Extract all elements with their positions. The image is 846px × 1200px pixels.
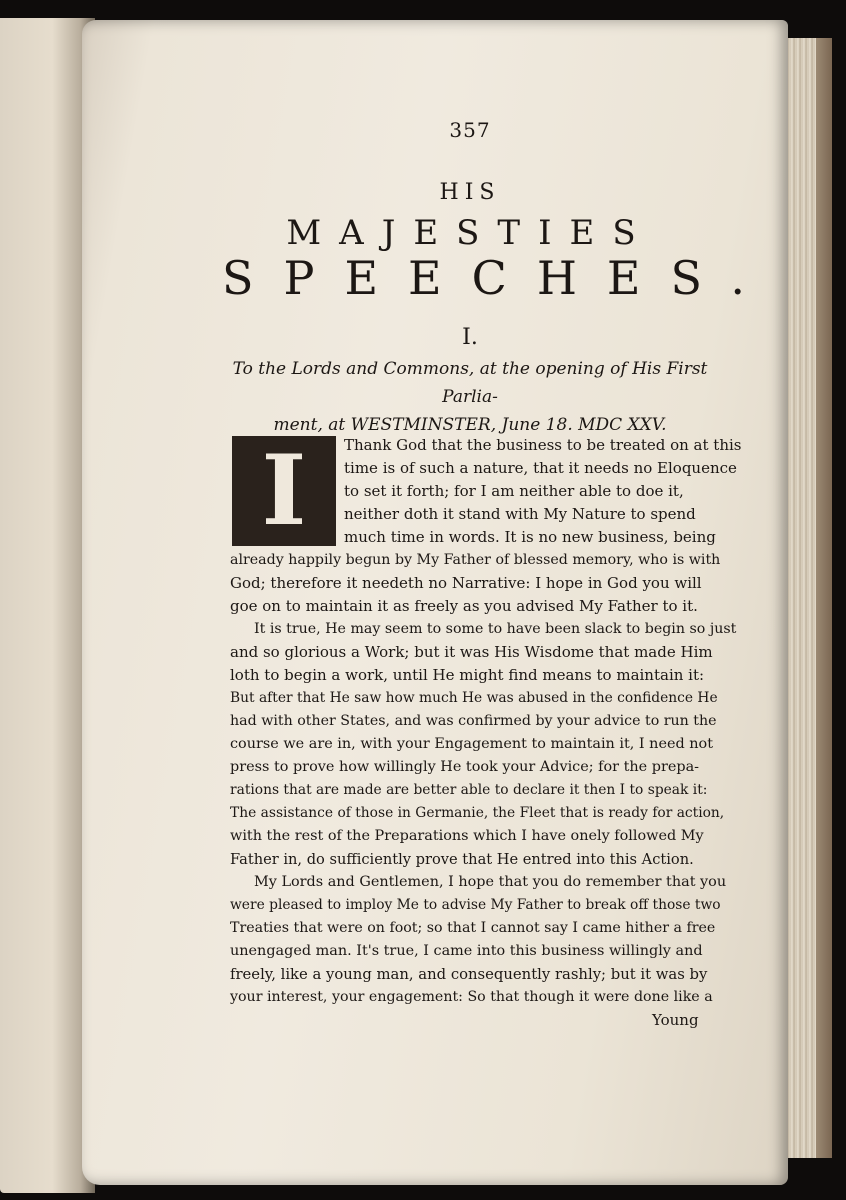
body-line: much time in words. It is no new business, being (344, 528, 716, 546)
body-line: freely, like a young man, and consequently rashly; but it was by (230, 966, 708, 983)
body-line: neither doth it stand with My Nature to spend (344, 505, 696, 523)
body-line: and so glorious a Work; but it was His Wisdome that made Him (230, 643, 713, 661)
body-line: already happily begun by My Father of blessed memory, who is with (230, 552, 721, 568)
facing-left-page (0, 18, 95, 1193)
body-line: God; therefore it needeth no Narrative: I hope in God you will (230, 574, 702, 592)
body-line: press to prove how willingly He took your Advice; for the prepa- (230, 759, 700, 775)
body-line: loth to begin a work, until He might find means to maintain it: (230, 666, 705, 684)
body-line: But after that He saw how much He was abused in the confidence He (230, 690, 718, 706)
decorated-initial-letter: I (261, 434, 307, 547)
body-line: My Lords and Gentlemen, I hope that you do remember that you (254, 874, 727, 890)
body-line: to set it forth; for I am neither able to doe it, (344, 482, 684, 500)
speech-heading (230, 355, 710, 439)
title-line-speeches: SPEECHES. (222, 251, 776, 305)
body-line: course we are in, with your Engagement to maintain it, I need not (230, 736, 713, 752)
body-line: Thank God that the business to be treated on at this (344, 436, 742, 454)
body-line: Father in, do sufficiently prove that He entred into this Action. (230, 851, 694, 868)
title-line-majesties: MAJESTIES (286, 213, 654, 253)
page-number: 357 (449, 118, 491, 142)
heading-line-2: ment, at WESTMINSTER, June 18. MDC XXV. (273, 415, 667, 435)
body-line: unengaged man. It's true, I came into this business willingly and (230, 943, 703, 959)
body-line: had with other States, and was confirmed by your advice to run the (230, 713, 717, 729)
body-line: your interest, your engagement: So that though it were done like a (230, 989, 713, 1005)
body-line: The assistance of those in Germanie, the Fleet that is ready for action, (230, 805, 725, 821)
body-line: rations that are made are better able to declare it then I to speak it: (230, 782, 708, 798)
body-line: with the rest of the Preparations which I have onely followed My (230, 828, 704, 844)
catchword: Young (652, 1011, 699, 1029)
title-line-his: HIS (439, 180, 501, 205)
body-line: Treaties that were on foot; so that I cannot say I came hither a free (230, 920, 716, 936)
body-line: time is of such a nature, that it needs no Eloquence (344, 459, 737, 477)
heading-line-1: To the Lords and Commons, at the opening of His First Parlia- (232, 359, 708, 407)
section-numeral: I. (462, 325, 478, 350)
body-line: were pleased to imploy Me to advise My Father to break off those two (230, 897, 721, 913)
book-page (82, 20, 788, 1185)
body-line: It is true, He may seem to some to have been slack to begin so just (254, 621, 737, 637)
body-line: goe on to maintain it as freely as you advised My Father to it. (230, 597, 698, 615)
decorated-initial (232, 436, 336, 546)
